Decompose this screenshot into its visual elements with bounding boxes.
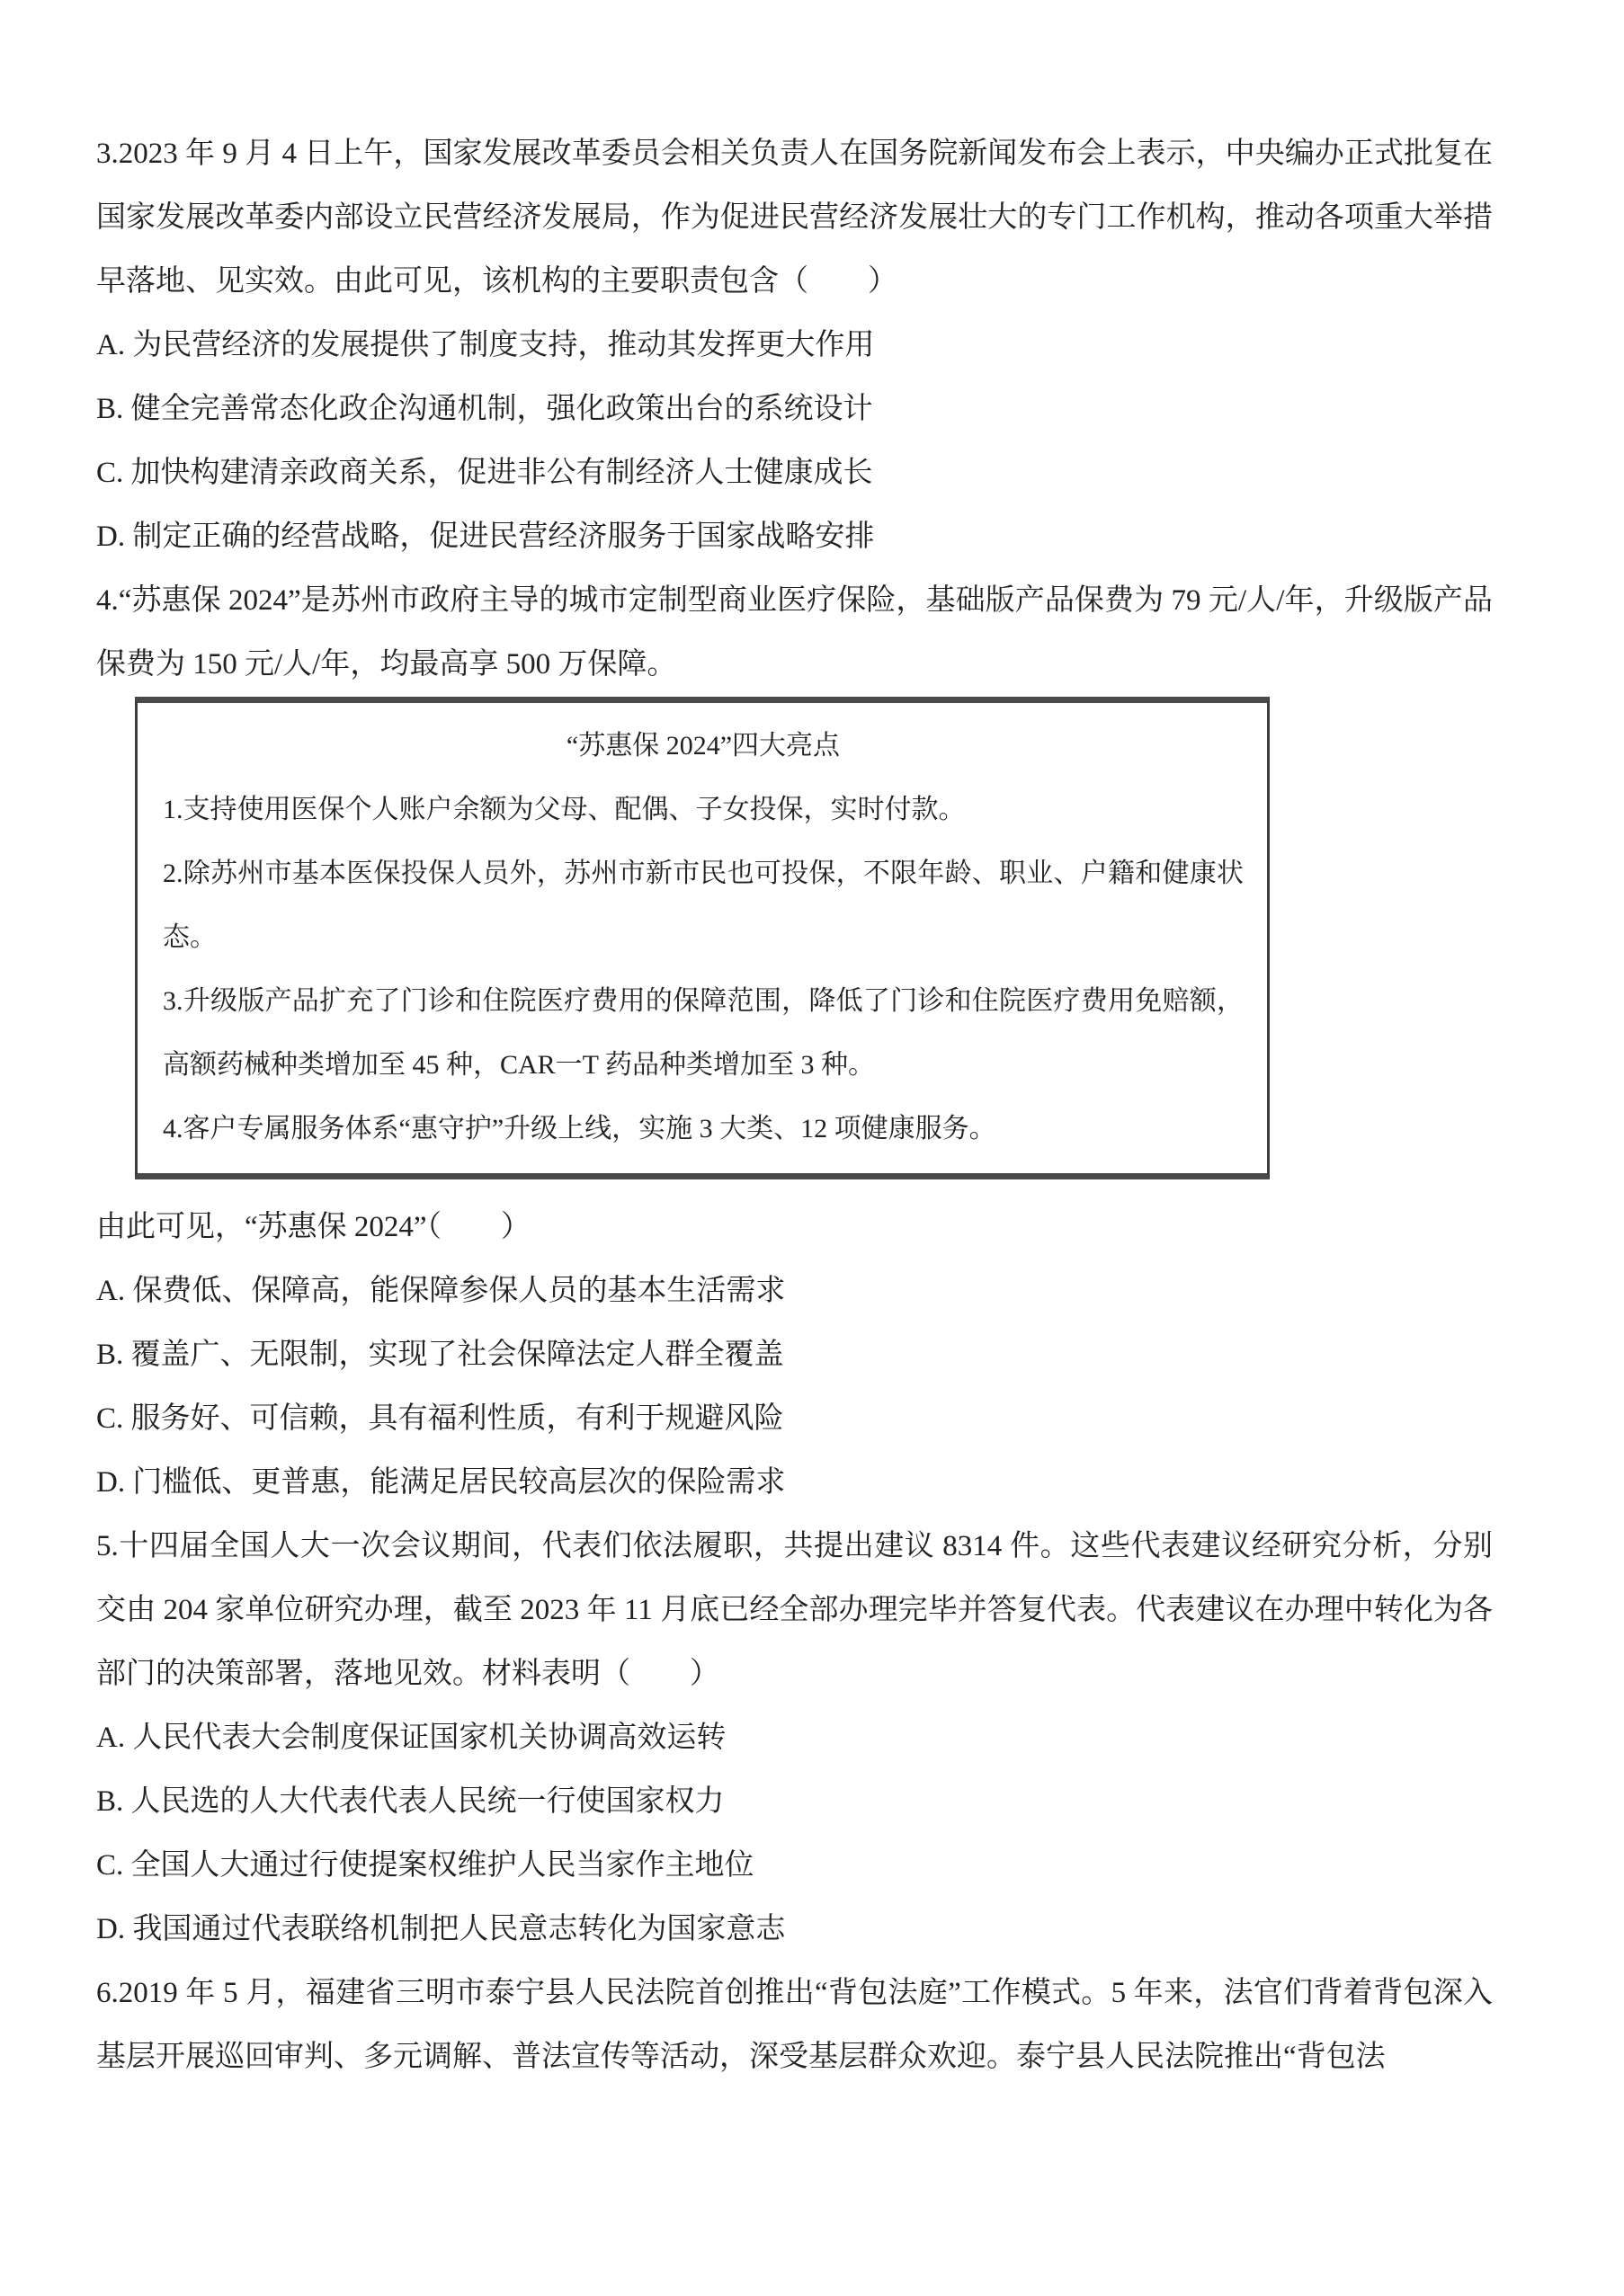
question-5-option-d: D. 我国通过代表联络机制把人民意志转化为国家意志 xyxy=(96,1913,786,1945)
highlight-item-1: 1.支持使用医保个人账户余额为父母、配偶、子女投保，实时付款。 xyxy=(163,795,966,824)
question-5-option-a: A. 人民代表大会制度保证国家机关协调高效运转 xyxy=(96,1722,727,1754)
question-4-option-a: A. 保费低、保障高，能保障参保人员的基本生活需求 xyxy=(96,1275,786,1307)
question-3-option-c: C. 加快构建清亲政商关系，促进非公有制经济人士健康成长 xyxy=(96,457,873,489)
highlights-box-title: “苏惠保 2024”四大亮点 xyxy=(566,731,841,761)
question-4-option-d: D. 门槛低、更普惠，能满足居民较高层次的保险需求 xyxy=(96,1466,786,1499)
question-5-option-c: C. 全国人大通过行使提案权维护人民当家作主地位 xyxy=(96,1849,754,1882)
question-3-option-d: D. 制定正确的经营战略，促进民营经济服务于国家战略安排 xyxy=(96,521,875,553)
question-6-stem-partial: 6.2019 年 5 月，福建省三明市泰宁县人民法院首创推出“背包法庭”工作模式。5 年来，法官们背着背包深入基层开展巡回审判、多元调解、普法宣传等活动，深受基层群众欢迎。泰宁县人民法院推出“背包法 xyxy=(96,1977,1493,2073)
question-4-option-b: B. 覆盖广、无限制，实现了社会保障法定人群全覆盖 xyxy=(96,1339,784,1371)
question-3-stem: 3.2023 年 9 月 4 日上午，国家发展改革委员会相关负责人在国务院新闻发布会上表示，中央编办正式批复在国家发展改革委内部设立民营经济发展局，作为促进民营经济发展壮大的专门工作机构，推动各项重大举措早落地、见实效。由此可见，该机构的主要职责包含（ ） xyxy=(96,138,1493,298)
question-5-option-b: B. 人民选的人大代表代表人民统一行使国家权力 xyxy=(96,1785,725,1818)
question-4-lead-out: 由此可见，“苏惠保 2024”（ ） xyxy=(96,1211,531,1243)
suhuibao-highlights-box xyxy=(135,697,1270,1179)
question-4-option-c: C. 服务好、可信赖，具有福利性质，有利于规避风险 xyxy=(96,1402,784,1435)
question-3-option-a: A. 为民营经济的发展提供了制度支持，推动其发挥更大作用 xyxy=(96,329,875,361)
question-3-option-b: B. 健全完善常态化政企沟通机制，强化政策出台的系统设计 xyxy=(96,393,873,425)
highlight-item-3: 3.升级版产品扩充了门诊和住院医疗费用的保障范围，降低了门诊和住院医疗费用免赔额，高额药械种类增加至 45 种，CAR一T 药品种类增加至 3 种。 xyxy=(163,986,1244,1080)
question-5-stem: 5.十四届全国人大一次会议期间，代表们依法履职，共提出建议 8314 件。这些代表建议经研究分析，分别交由 204 家单位研究办理，截至 2023 年 11 月底已经全部办理完毕并答复代表。代表建议在办理中转化为各部门的决策部署，落地见效。材料表明（ ） xyxy=(96,1530,1493,1690)
question-4-stem: 4.“苏惠保 2024”是苏州市政府主导的城市定制型商业医疗保险，基础版产品保费为 79 元/人/年，升级版产品保费为 150 元/人/年，均最高享 500 万保障。 xyxy=(96,584,1493,681)
highlight-item-2: 2.除苏州市基本医保投保人员外，苏州市新市民也可投保，不限年龄、职业、户籍和健康状态。 xyxy=(163,859,1244,952)
highlight-item-4: 4.客户专属服务体系“惠守护”升级上线，实施 3 大类、12 项健康服务。 xyxy=(163,1114,996,1144)
